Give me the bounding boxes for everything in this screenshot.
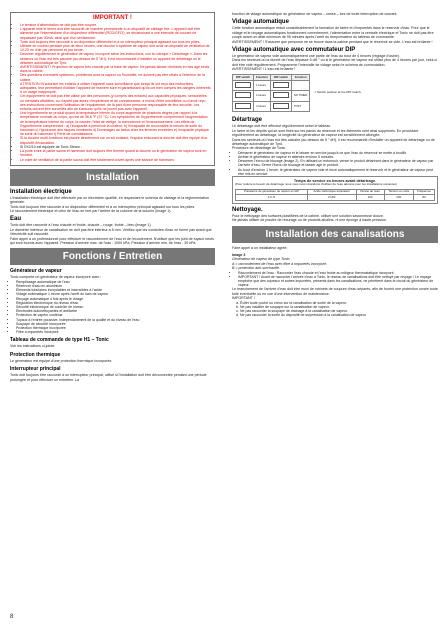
vidage-p1: Cette fonction automatique réduit considérablement la formation de tartre et d'impuretés dans le réservoir d'eau. Pour que le vidage et le rinçage automatiques fonctionnent correctement, l'alimentation entre la centrale électrique et Tonic ne doit pas être coupé avant un délai minimum de 95 minutes après l'arrêt du temporisateur du tableau de commande. (232, 26, 434, 40)
dip-switch-graphic (235, 92, 251, 98)
canal-list (232, 271, 438, 288)
detartrage-p4: Procédure de détartrage de Tonic (232, 146, 286, 151)
important-bullet: • Utilisée en continu pendant plus de deux heures, une douche à système de vapeur doit avoir un dispositif de ventilation de 10-20 m³ d'air par personne et par heure. (20, 44, 211, 52)
detartrage-title: Détartrage (232, 117, 263, 124)
generateur-item: • Remplissage automatique de l'eau (16, 280, 215, 284)
tank-cell: 2,0 /3 (236, 195, 308, 201)
tableau-text: Voir les instructions ci-jointe. (10, 344, 56, 349)
generateur-item: • Rinçage automatique 4 fois après le vidage (16, 297, 215, 301)
nettoyage-p1: Pour le nettoyage des surfaces plastifiées de la cabine, utiliser une solution savonneuse douce. (232, 213, 384, 218)
generateur-item: • Réservoir d'eau en aluminium (16, 284, 215, 288)
tank-cell: 100 (356, 195, 384, 201)
dip-switch-graphic (235, 103, 251, 109)
elec-p3: Le raccordement électrique et celui de l'eau se font par l'arrière de la colonne de la douche (image 1). (10, 208, 172, 213)
tank-header: Dureté de l'eau (356, 189, 384, 195)
dip-header: DIP switch (270, 74, 291, 80)
dip-cell: NO TIMER (291, 91, 310, 101)
dip-header: DIP switch (233, 74, 254, 80)
tank-table (235, 189, 435, 201)
important-title: IMPORTANT ! (93, 15, 132, 21)
dip-header: Fonction (254, 74, 271, 80)
installation-banner: Installation (10, 169, 215, 186)
generateur-title: Générateur de vapeur (10, 268, 62, 275)
fonctions-banner: Fonctions / Entretien (10, 248, 215, 265)
generateur-item: • Vidage automatique 1 heure après l'arrêt du bain de vapeur (16, 292, 215, 296)
generateur-item: • Sécurité électronique de contrôle de niveau (16, 305, 215, 309)
tableau-title: Tableau de commande de type H1 – Tonic (10, 337, 109, 344)
important-bullet: • Si l'IX2/10 est équipée de Tonic Steam : (20, 145, 211, 149)
canal-important-item: c. Ne pas raccorder la soupape de drainage à la canalisation de vapeur. (240, 309, 438, 313)
generateur-item: • Soupape de sécurité incorporée (16, 322, 215, 326)
generateur-item: • Électrodes autonettoyantes et antitartre (16, 309, 215, 313)
important-bullet: • Si la douche multi-fonctions est placée directement sur un sol existant, l'espace entourant la douche doit être équipé d'un dispositif d'évacuation. (20, 136, 211, 144)
tank-header: Puissance du générateur de vapeur en kW (236, 189, 308, 195)
tank-cell: 80 (414, 195, 435, 201)
detartrage-step: • Arrêter le générateur de vapeur et attendre environ 5 minutes. (238, 155, 438, 159)
vidage-dip-p2: Dans les secteurs où la dureté de l'eau dépasse 5 dH ° ou si le générateur de vapeur est utilisé plus de 4 heures par jour, celui-ci doit être vidé régulièrement. Programmer l'intervalle de vidage selon le schéma de commutation. (232, 58, 438, 67)
detartrage-p1: Le détartrage doit être effectué régulièrement selon le tableau. (232, 124, 332, 129)
eau-title: Eau (10, 216, 22, 223)
detartrage-p3: Dans les secteurs où l'eau est très calcaire (au-dessus de 5 ° dH), il est recommandé d'installer un appareil de détartrage ou de détartrage automatique de Tyrö. (232, 137, 435, 146)
canal-important: IMPORTANT ! (232, 296, 255, 301)
dip-cell: 4 Heure (254, 101, 271, 111)
important-bullet: • La porte entre la partie sauna et hammam doit toujours être fermée quand la douche ou le générateur de vapeur sont en fonction. (20, 149, 211, 157)
dip-switch-table (232, 74, 310, 113)
important-bullet: • Tonic doit toujours être raccordé à un disjoncteur différentiel et à un interrupteur principal agissant sur tous les pôles. (20, 40, 211, 44)
canal-item: • IMPORTANT ! Avant de raccorder l'arrivée d'eau à Tonic, le réseau de canalisations doit être nettoyé par rinçage ! Le rinçage empêche que des copeaux et autres impuretés, présents dans les canalisations, ne pénètrent dans le circuit du générateur de vapeur. (238, 275, 438, 288)
tank-title: Temps de service en heures avant détartrage. (293, 178, 377, 183)
detartrage-step: • Desserrer l'écrou de blocage (image 2). En utilisant un entonnoir, verser le produit détartrant dans le générateur de vapeur par l'arrivée d'eau. Serrer l'écrou de blocage et laisser agir le produit. (238, 159, 438, 167)
tank-note: (Pour réduire le besoin de détartrage nous vous recommandons d'utiliser de l'eau adoucie pour les installations suivantes) (235, 181, 397, 186)
canal-important-item: b. Ne pas installer de soupape sur la canalisation de vapeur. (240, 305, 438, 309)
important-box (10, 12, 215, 166)
canal-b: B = protection anti-surchauffe. (232, 266, 281, 271)
important-bullet: • AVERTISSEMENT ! Projection de vapeur très chaude par la base de vapeur. Ne jamais laisser d'enfants en bas âge seuls dans la cabine. (20, 65, 211, 73)
important-bullet: • L'appareil relié le terme doit être raccordé de manière permanente à un dispositif de câblage fixe. L'appareil doit être alimenté par l'intermédiaire d'un disjoncteur différentiel (RCD/GFCI), se déclenchant à une intensité de courant ne dépassant pas 30mA, ainsi que d'un sectionneur. (20, 27, 211, 40)
generateur-item: • Protection de vapeur continue (16, 313, 215, 317)
canal-sub: Générateur de vapeur de type Tonic. (232, 257, 291, 262)
canal-important-item: d. Ne pas raccorder la sortie du dispositif de surpression à la canalisation de vapeur (240, 313, 438, 317)
eau-p1: Tonic doit être raccordé à l'eau chaude et froide, chaude – rouge, froide – bleu (image 1). (10, 223, 152, 228)
generateur-item: • Filtre à impuretés incorporé (16, 330, 215, 334)
eau-p3: Faire appel à un professionnel pour effectuer le raccordement de l'eau et de l'écoulement. N'utiliser que les joint de tuyaux neufs qui sont fournis avec l'appareil. Pression d'arrivée max. de l'eau : 1000 kPa. Pression d'arrivée min. de l'eau : 30 kPa. (10, 236, 214, 245)
right-top-text: fonction de vidage automatique du générateur de vapeur – cesse – lors de toute interruption de courant. (232, 12, 398, 16)
eau-p2: Le diamètre intérieur de canalisation ne doit pas être inférieur à 8 mm. Vérifiez que les conduites d'eau ne fuient pas avant que l'électricité soit raccordé. (10, 227, 212, 237)
dip-switch-graphic (273, 82, 289, 88)
dip-cell: 1 Heure (254, 81, 271, 91)
canal-a: A = raccordement de l'eau avec filtre à impuretés incorporé. (232, 261, 327, 266)
tank-header: Acide carbonique équivalent (307, 189, 356, 195)
nettoyage-p2: Ne jamais utiliser de poudre de récurage ou de produits alcalins, ni une éponge à haute pression. (232, 218, 387, 223)
tank-box (232, 176, 438, 204)
interrupteur-text: Tonic doit toujours être raccordé à un interrupteur principal, utilisé si l'installation doit être déconnectée pendant une période prolongée et pour effectuer un entretien. La (10, 373, 207, 382)
dip-cell (291, 81, 310, 91)
important-bullet: • Cet équipement ne doit pas être utilisé par des personnes (y compris des enfants) aux capacités physiques, sensorielles ou mentales affaiblies, ou n'ayant pas assez d'expérience et de connaissance, à moins d'être surveillées ou d'avoir reçu des instructions concernant l'utilisation de l'équipement, de la part d'une personne responsable de leur sécurité. Les enfants doivent être surveillés afin de s'assurer qu'ils ne jouent pas avec l'appareil. (20, 94, 211, 111)
vidage-p2: AVERTISSEMENT ! S'assurer que personne ne se trouve dans la cabine pendant que le réservoir se vide. L'eau est brûlante ! (232, 39, 433, 44)
canal-image-label: Image 3 (232, 252, 246, 257)
dip-switch-graphic (235, 82, 251, 88)
vidage-dip-title: Vidage automatique avec commutateur DIP (232, 47, 356, 54)
elec-p1: L'installation électrique doit être effectuée par un électricien qualifié, en respectant le schéma de câblage et la réglementation générale. (10, 195, 209, 205)
left-column (10, 12, 215, 382)
vidage-dip-p1: Le générateur de vapeur vide automatiquement une partie de l'eau au bout de 4 heures (réglage d'usine). (232, 54, 400, 59)
generateur-item: • Protection thermique incorporée (16, 326, 215, 330)
dip-table-wrap (232, 72, 438, 115)
dip-switch-graphic (273, 92, 289, 98)
vidage-title: Vidage automatique (232, 19, 289, 26)
dip-switch-graphic (273, 103, 289, 109)
canalisations-banner: Installation des canalisations (232, 226, 438, 243)
tank-cell: 2 kPa (307, 195, 356, 201)
important-bullet: • ATTENTION !N'autoriser les enfants à utiliser l'appareil sans surveillance que lorsqu'ils ont reçu des instructions adéquates, leur permettant d'utiliser l'appareil de manière sûre et garantissant qu'ils ont bien compris les dangers inhérents à un usage inapproprié. (20, 82, 211, 95)
important-bullet: • Des questions éventuels systèmes, problèmes avec la vapeur ou l'humidité, ne doivent pas être situés à l'intérieur de la cabine. (20, 73, 211, 81)
protection-text: Le générateur est équipé d'une protection thermique incorporée. (10, 358, 113, 363)
important-list (14, 23, 211, 162)
canal-important-list (232, 301, 438, 318)
dip-header: Fonction (291, 74, 310, 80)
interrupteur-title: Interrupteur principal (10, 366, 61, 373)
right-column (232, 12, 438, 317)
nettoyage-title: Nettoyage. (232, 206, 263, 213)
canal-intro: Faire appel à un installateur agréé. (232, 245, 288, 250)
detartrage-p2: Le tartre et les dépôts qui se sont fixés sur les parois du réservoir et les éléments sont ainsi supprimés. En procédant régulièrement au détartrage, la longévité du générateur de vapeur est sensiblement allongée. (232, 128, 419, 138)
generateur-item: • Tuyaux à l'entrée poussive, indépendamment de la qualité et du niveau de l'eau (16, 318, 215, 322)
canal-important-item: a. Éviter toute poche ou creux sur la canalisation de sortie de la vapeur. (240, 301, 438, 305)
detartrage-step: • Démarrer le générateur de vapeur et le laisser en service jusqu'à ce que l'eau du réservoir se mette à bouillir. (238, 151, 438, 155)
generateur-item: • Éléments tubulaires inoxydables et insensibles à l'acide (16, 288, 215, 292)
generateur-list (10, 280, 215, 335)
page-number: 8 (10, 614, 14, 620)
important-bullet: • Le volet de ventilation de la partie sauna doit être totalement ouvert après une séance de hammam. (20, 158, 211, 162)
dip-note: = Switch position at the DIP-switch. (314, 90, 362, 95)
elec-title: Installation électrique (10, 188, 72, 195)
canal-after: Le branchement de l'arrivée d'eau doit être muni de robinets de coupure d'eau séparés, afin de fournir une protection contre toute fuite éventuelle ou en vue d'une intervention de maintenance. (232, 287, 438, 296)
tank-header: Fréquence (414, 189, 435, 195)
tank-cell: 200 (384, 195, 413, 201)
important-bullet: • Le tension d'alimentation ne doit pas être coupée. (20, 23, 211, 27)
generateur-intro: Tonic comporte un générateur de vapeur incorporé avec : (10, 275, 102, 280)
dip-cell: 2 Heure (254, 91, 271, 101)
dip-cell: TOST (291, 101, 310, 111)
vidage-dip-p3: AVERTISSEMENT ! L'eau est brûlante ! (232, 67, 296, 72)
elec-p2: Tonic doit toujours être raccordé à un disjoncteur différentiel et à un interrupteur principal agissant sur tous les pôles. (10, 204, 196, 209)
generateur-item: • Régulation électronique du niveau d'eau (16, 301, 215, 305)
important-bullet: • Dessiner régulièrement le générateur de vapeur incorporé selon les instructions, voir la rubrique « Détartrage ». Dans les secteurs où l'eau est très calcaire (au-dessus de 5 °dH), il est recommandé d'installer un appareil de détartrage ou le détartrer automatique de Tyrö. (20, 52, 211, 65)
detartrage-step: • Au bout d'environ 1 heure, le générateur de vapeur vide et rince automatiquement le réservoir et le générateur de vapeur peut être mis en service. (238, 168, 438, 176)
important-bullet: • Une hyperthermie se produit quand la température interne du corps augmente de plusieurs degrés par rapport à la température normale du corps, qui est de 36,6 °F (37 °C). Les symptômes de l'hyperthermie comprennent l'augmentation de la température interne du corps, la nausée, l'état de vertige, la somnolence et l'évanouissement. Les effets de l'hyperthermie comprennent : a) l'incapacité à percevoir la chaleur; b) l'incapacité de reconnaître le besoin de sortir du hammam c) l'ignorance des risques imminents d) Dommages au fœtus chez les femmes enceintes e) Incapacité physique de sortir du hammam f) Perte de connaissance. (20, 111, 211, 136)
detartrage-list (232, 151, 438, 176)
protection-title: Protection thermique (10, 351, 61, 358)
canal-item: • Raccordement de l'eau : Raccorder l'eau chaude et l'eau froide au mitigeur thermostatique incorporé. (238, 271, 438, 275)
tank-header: Tension en volts (384, 189, 413, 195)
